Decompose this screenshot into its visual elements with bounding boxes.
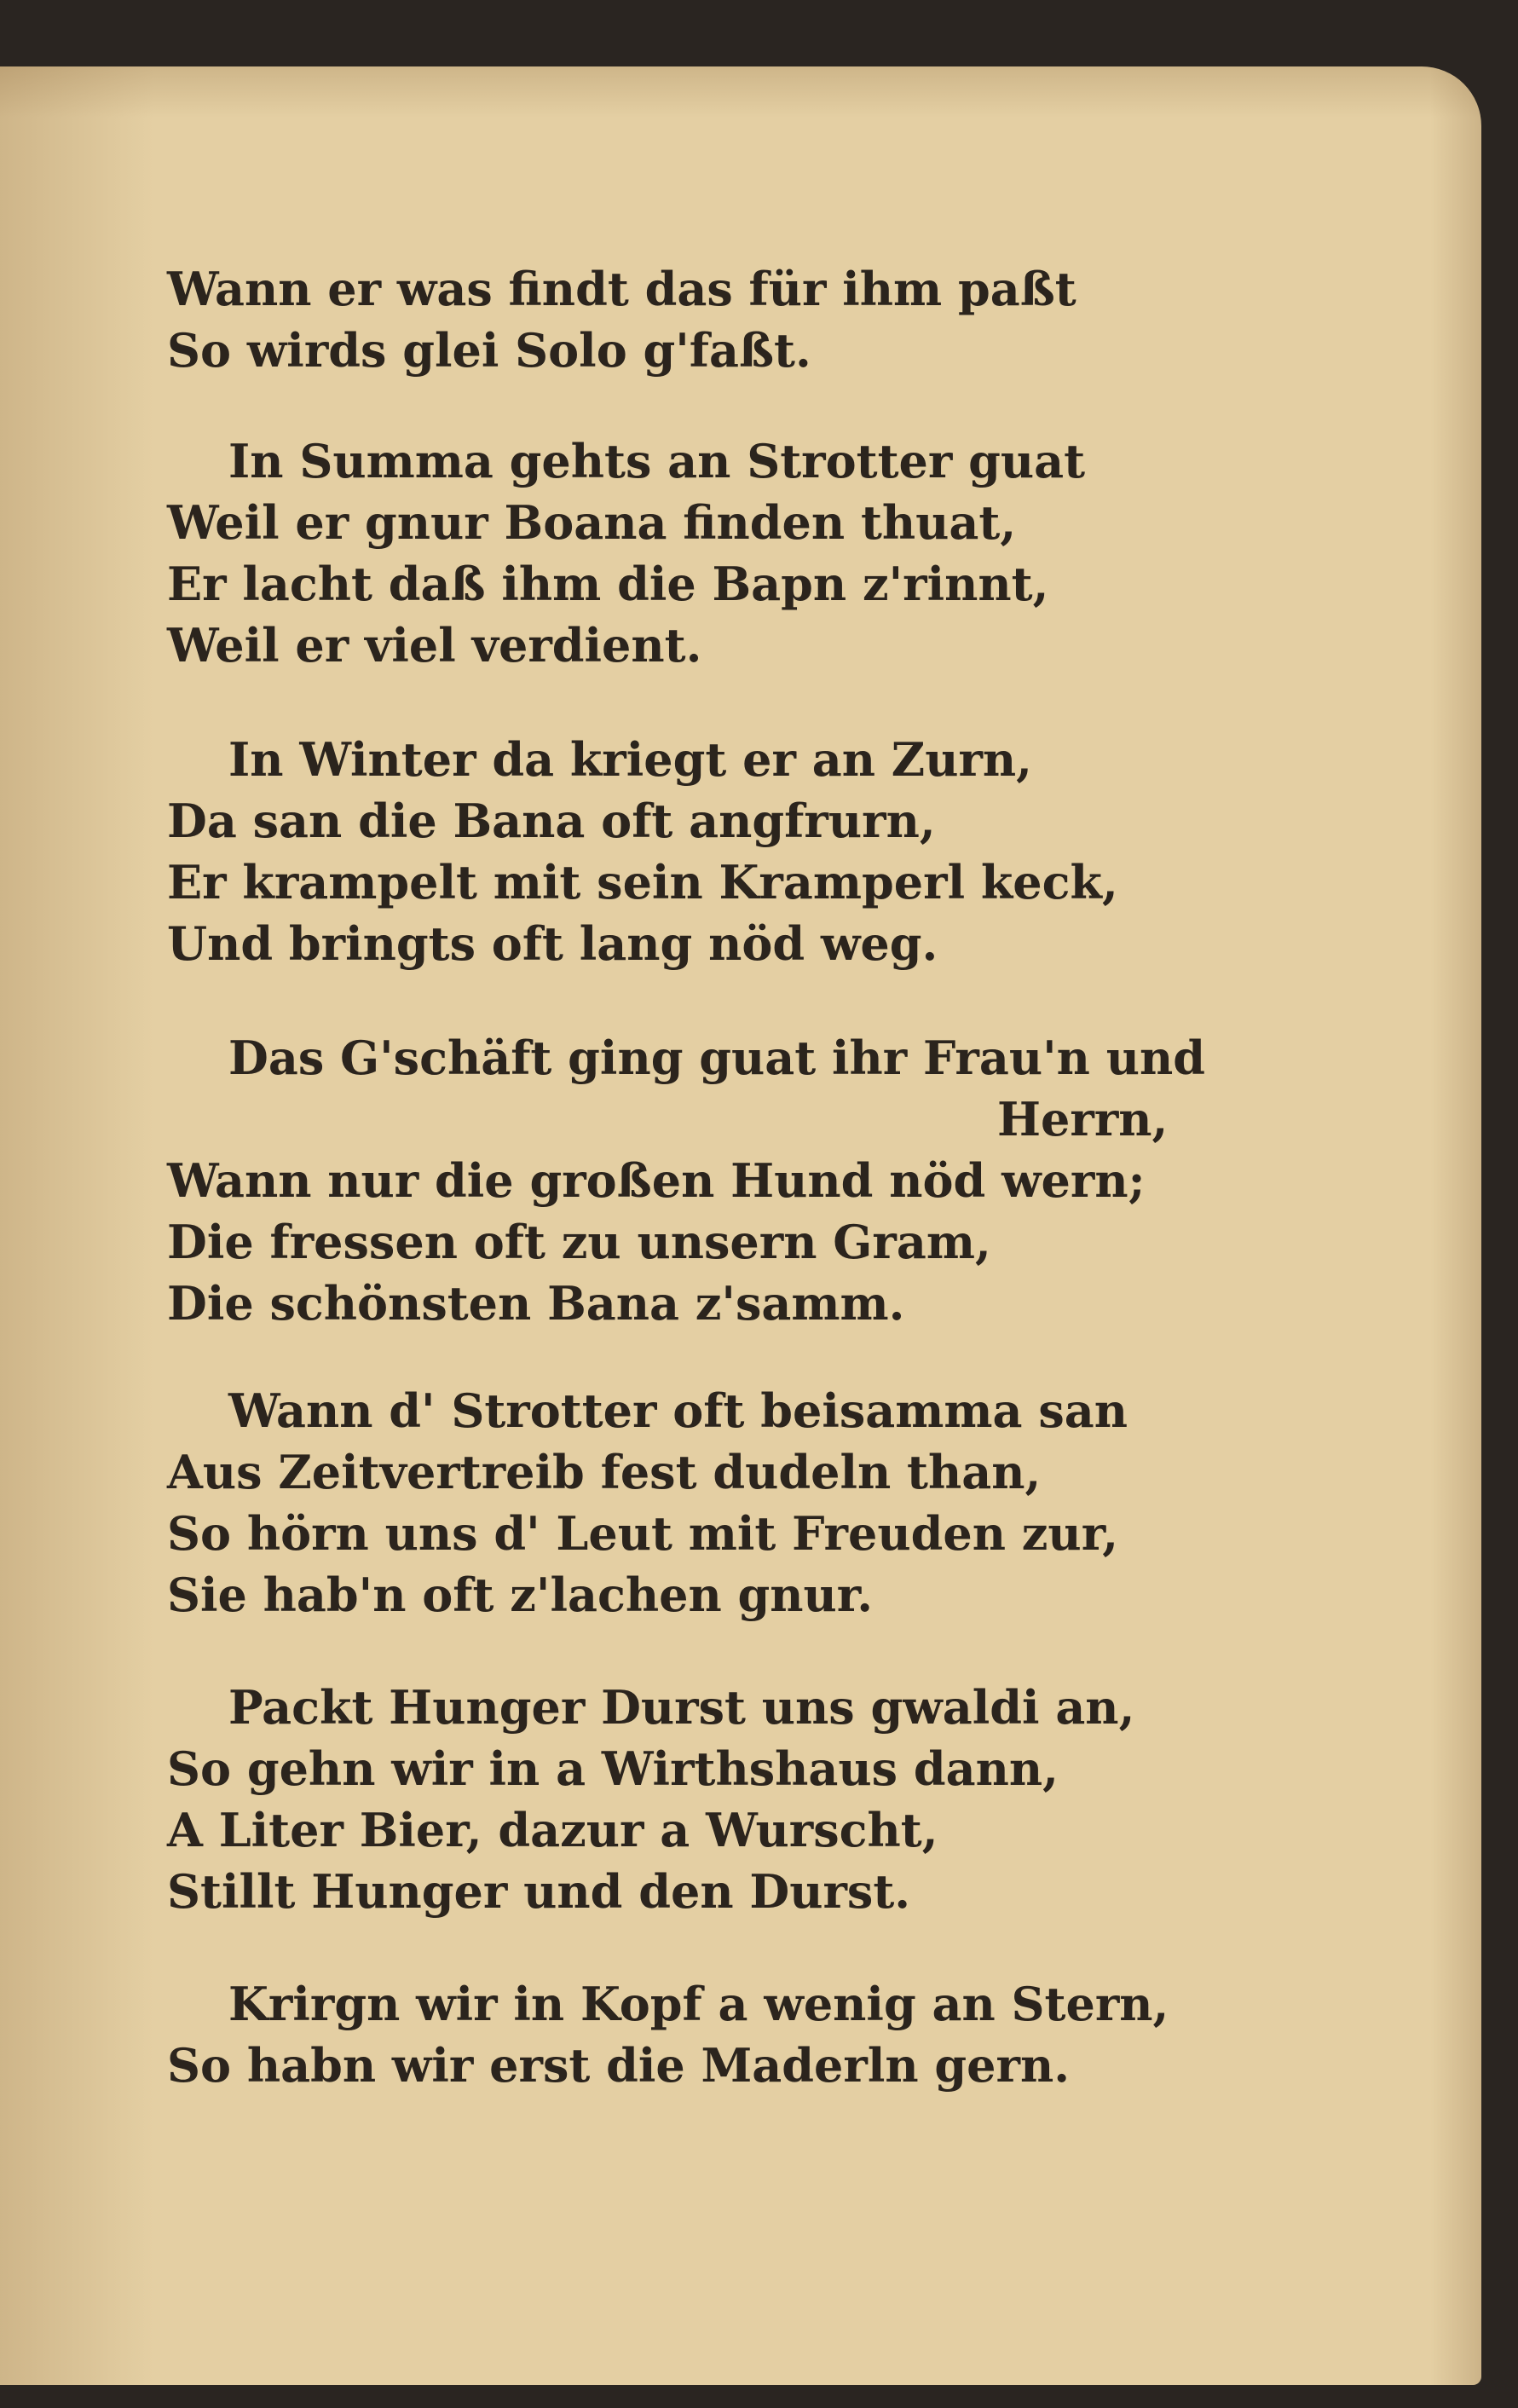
poem-line: So habn wir erst die Maderln gern. xyxy=(167,2038,1071,2093)
poem-line: Das G'schäft ging guat ihr Frau'n und xyxy=(228,1031,1205,1085)
poem-line: Weil er viel verdient. xyxy=(167,618,702,673)
poem-line: Aus Zeitvertreib fest dudeln than, xyxy=(167,1445,1042,1499)
poem-line: Stillt Hunger und den Durst. xyxy=(167,1864,911,1919)
poem-line: Herrn, xyxy=(997,1092,1169,1146)
poem-line: A Liter Bier, dazur a Wurscht, xyxy=(167,1803,938,1857)
poem-line: Wann nur die großen Hund nöd wern; xyxy=(167,1153,1146,1208)
poem-line: Weil er gnur Boana finden thuat, xyxy=(167,495,1017,550)
poem-line: Und bringts oft lang nöd weg. xyxy=(167,916,938,971)
poem-line: Wann d' Strotter oft beisamma san xyxy=(228,1383,1128,1438)
poem-line: Er lacht daß ihm die Bapn z'rinnt, xyxy=(167,557,1049,611)
poem-line: Wann er was findt das für ihm paßt xyxy=(167,262,1076,316)
poem-line: Die schönsten Bana z'samm. xyxy=(167,1276,905,1331)
poem-line: So gehn wir in a Wirthshaus dann, xyxy=(167,1741,1059,1796)
poem-line: So hörn uns d' Leut mit Freuden zur, xyxy=(167,1506,1119,1561)
poem-line: In Winter da kriegt er an Zurn, xyxy=(228,732,1032,787)
poem-line: Packt Hunger Durst uns gwaldi an, xyxy=(228,1680,1135,1735)
poem-text xyxy=(0,66,1481,2385)
poem-line: Er krampelt mit sein Kramperl keck, xyxy=(167,855,1118,909)
poem-line: Die fressen oft zu unsern Gram, xyxy=(167,1215,991,1269)
poem-line: Sie hab'n oft z'lachen gnur. xyxy=(167,1568,874,1622)
poem-line: Da san die Bana oft angfrurn, xyxy=(167,794,936,848)
poem-line: In Summa gehts an Strotter guat xyxy=(228,434,1086,488)
poem-line: Krirgn wir in Kopf a wenig an Stern, xyxy=(228,1977,1169,2031)
poem-line: So wirds glei Solo g'faßt. xyxy=(167,323,811,378)
book-page xyxy=(0,66,1481,2385)
